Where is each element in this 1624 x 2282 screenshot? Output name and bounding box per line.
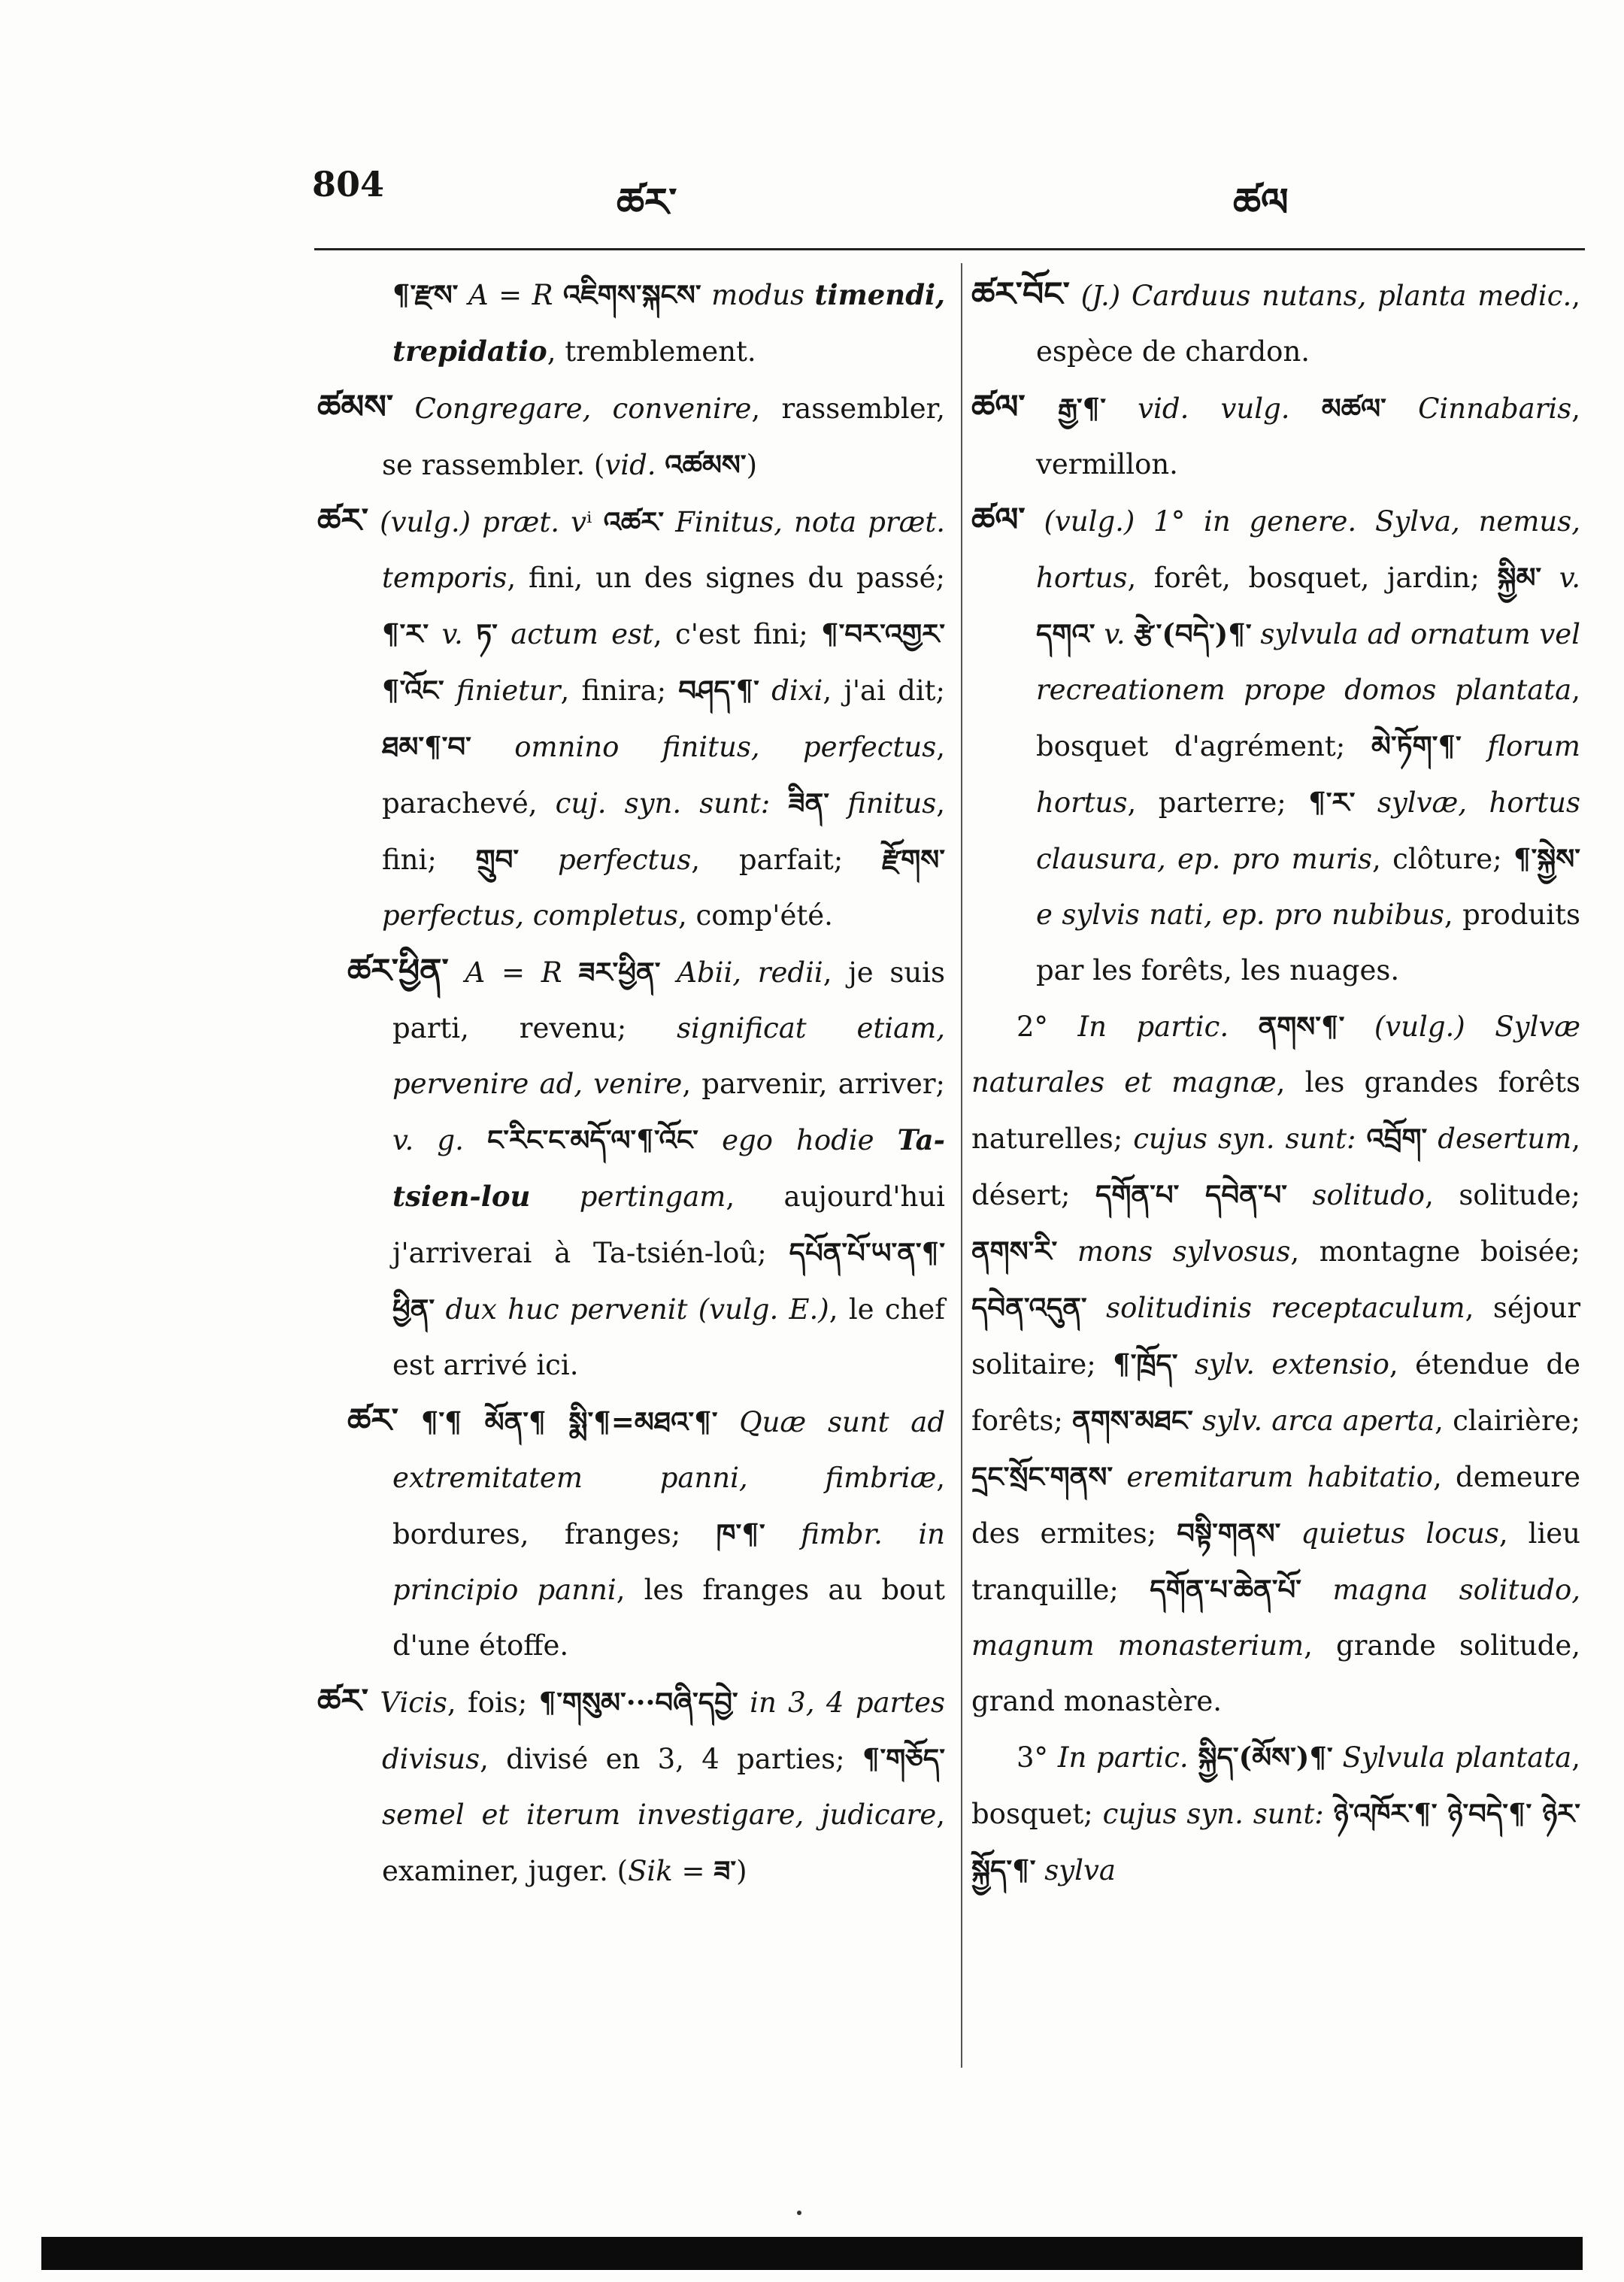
latin-text: (J.) Carduus nutans, planta medic. [1069,280,1572,312]
french-text: , aujourd'hui j'arriverai à Ta-tsién-loû; [392,1180,945,1269]
headword: ཚར་ [347,1402,398,1440]
latin-text: mons sylvosus [1057,1235,1291,1268]
latin-text: finietur [444,674,561,707]
latin-text: timendi, trepidatio [392,278,945,368]
right-entry [971,267,1580,380]
latin-text: Cinnabaris [1386,392,1572,425]
french-text: , bordures, franges; [392,1462,945,1550]
tibetan-text: ཟ་ [714,1854,737,1887]
latin-text: A = R [458,279,563,311]
entry-text [971,380,1580,492]
right-entry [971,492,1580,999]
tibetan-text: ནགས་མཐང་ [1072,1404,1193,1437]
french-text: ) [746,449,758,481]
latin-text: In partic. [1057,1741,1198,1774]
latin-text: (vulg.) 1° in genere. Sylva, nemus, hortus [1025,505,1580,594]
entry-text [317,944,945,1393]
french-text: ⁱ [586,506,604,538]
tibetan-text: ང་རིང་ང་མདོ་ལ་¶་འོང་ [486,1123,698,1156]
latin-text: quietus locus [1280,1517,1499,1550]
entry-text [317,493,945,944]
latin-text: ego hodie [698,1124,898,1156]
latin-text: perfectus [519,844,692,876]
entry-text [971,492,1580,999]
french-text: , demeure des ermites; [971,1461,1581,1550]
french-text: , parvenir, arriver; [682,1068,946,1100]
tibetan-text: ཟར་ཕྱིན་ [578,956,661,989]
tibetan-text: དགོན་པ་ དབེན་པ་ [1095,1178,1288,1211]
latin-text: in 3, 4 partes divisus [382,1686,945,1775]
french-text: , fini, un des signes du passé; [507,562,945,594]
header-rule [314,248,1585,250]
tibetan-text: ནགས་རི་ [971,1235,1058,1268]
latin-text: significat etiam, pervenire ad, venire [392,1012,945,1100]
column-divider [961,263,962,2068]
left-column [317,267,945,1899]
french-text: , clôture; [1372,843,1513,875]
french-text: , parfait; [691,844,882,876]
tibetan-text: དབེན་འདུན་ [971,1291,1087,1324]
latin-text: A = R [448,956,579,989]
tibetan-text: ¶་གཅོད་ [862,1742,945,1775]
french-text: 2° [1017,1011,1078,1043]
headword: ཚམས་ [317,388,394,426]
latin-text: semel et iterum investigare, judicare [382,1799,937,1831]
tibetan-text: འཚར་ [603,505,665,538]
french-text: , vermillon. [1036,392,1580,480]
latin-text: (vulg.) Sylvæ naturales et magnæ [971,1011,1580,1099]
entry-text [971,999,1580,1729]
french-text: , séjour solitaire; [971,1292,1581,1380]
latin-text: e sylvis nati, ep. pro nubibus [1036,899,1444,931]
tibetan-text: ཏ་ [476,617,498,650]
tibetan-text: ¶་¶ མོན་¶ སྨི་¶=མཐའ་¶་ [398,1405,718,1438]
entry-text [317,380,945,493]
entry-text [317,1393,945,1674]
left-entry [317,944,945,1393]
tibetan-text: དགོན་པ་ཆེན་པོ་ [1150,1573,1301,1606]
latin-text: magna solitudo, magnum monasterium [971,1574,1580,1662]
latin-text: (vulg.) præt. v [368,506,587,538]
french-text: , désert; [971,1123,1581,1211]
french-text: , produits par les forêts, les nuages. [1036,899,1580,986]
french-text: , bosquet; [971,1741,1580,1830]
tibetan-text: མཚལ་ [1321,392,1386,425]
latin-text: perfectus, completus [382,899,678,932]
french-text: , j'ai dit; [823,674,945,707]
entry-text [317,267,945,380]
french-text: , montagne boisée; [1290,1235,1580,1268]
latin-text: omnino finitus, perfectus [471,731,937,763]
latin-text: sylv. extensio [1177,1348,1389,1380]
tibetan-text: འཇིགས་སྐངས་ [562,278,701,311]
left-entry [317,493,945,944]
latin-text: In partic. [1077,1011,1259,1043]
french-text: , parachevé, [382,731,945,820]
tibetan-text: རྒྱ་¶་ [1025,392,1106,425]
french-text: , bosquet d'agrément; [1036,674,1580,762]
french-text: , finira; [560,674,679,707]
tibetan-text: དཔོན་པོ་ཡ་ན་¶་ཕྱིན་ [392,1236,945,1326]
french-text: , le chef est arrivé ici. [392,1293,946,1381]
right-entry [971,1729,1580,1899]
entry-text [971,267,1580,380]
latin-text: sylvæ, hortus clausura, ep. pro muris [1036,786,1581,875]
latin-text: dixi [759,674,823,707]
tibetan-text: སྐྱིམ་ [1497,561,1542,594]
tibetan-text: ¶་བར་འགྱར་ ¶་འོང་ [382,617,946,707]
tibetan-text: སྐྱིད་(མོས་)¶་ [1198,1741,1333,1774]
french-text: , examiner, juger. ( [382,1799,945,1887]
left-entry [317,1674,945,1899]
french-text: , solitude; [1425,1179,1580,1211]
right-column [971,267,1580,1899]
french-text: , je suis parti, revenu; [392,956,945,1044]
french-text: , clairière; [1435,1405,1580,1437]
entry-text [971,1729,1580,1899]
french-text: , les franges au bout d'une étoffe. [392,1574,945,1662]
french-text: , étendue de forêts; [971,1348,1580,1437]
latin-text: sylvula ad ornatum vel recreationem prope domos plantata [1036,618,1580,706]
french-text: 3° [1017,1741,1058,1774]
tibetan-text: ཉེ་འཁོར་¶་ ཉེ་བདེ་¶་ ཉེར་སྐྱོད་¶་ [971,1797,1580,1887]
right-entry [971,999,1580,1729]
tibetan-text: འཚམས་ [665,448,747,481]
tibetan-text: དྲང་སྲོང་གནས་ [971,1460,1113,1493]
french-text: , fini; [382,787,945,876]
french-text: , les grandes forêts naturelles; [971,1066,1580,1155]
latin-text: pertingam [530,1180,726,1213]
latin-text: Sylvula plantata [1332,1741,1572,1774]
latin-text: solitudinis receptaculum [1086,1292,1465,1324]
latin-text: desertum [1427,1123,1572,1155]
latin-text: dux huc pervenit (vulg. E.) [435,1293,829,1326]
french-text: , rassembler, se rassembler. ( [382,392,945,481]
latin-text: Finitus, nota præt. temporis [382,506,945,594]
headword: ཚལ་ [971,501,1026,539]
latin-text: cujus syn. sunt: [1133,1123,1367,1155]
tibetan-text: ¶་གསུམ་···བཞི་དབྱེ་ [538,1686,738,1719]
tibetan-text: ¶་ཁྲོད་ [1113,1347,1178,1380]
page-number: 804 [312,164,385,205]
tibetan-text: ¶་ར་ [1308,786,1356,819]
latin-text: modus [701,279,815,311]
tibetan-text: དགའ་ [1036,617,1095,650]
scan-border-bar [41,2237,1583,2270]
french-text: , comp'été. [677,899,833,932]
tibetan-text: ¶་ར་ [382,617,429,650]
latin-text: florum hortus [1036,730,1580,819]
headword: ཚལ་ [971,388,1026,426]
running-head-right: ཚལ [1233,180,1289,226]
tibetan-text: ཟིན་ [788,786,830,820]
tibetan-text: རྫོགས་ [881,843,946,876]
print-speck [797,2211,801,2215]
french-text: , c'est fini; [653,618,822,650]
latin-text: v. [1541,562,1580,594]
latin-text: fimbr. in principio panni [392,1518,945,1606]
french-text: ) [736,1855,747,1887]
tibetan-text: ¶་སྐྱེས་ [1513,842,1580,875]
headword: ཚར་བོང་ [971,275,1070,314]
latin-text: vid. vulg. [1105,392,1322,425]
tibetan-text: ཐམ་¶་བ་ [382,730,471,763]
french-text: , fois; [447,1686,539,1719]
french-text: , espèce de chardon. [1036,280,1580,368]
latin-text: v. [429,618,477,650]
latin-text: v. [1095,618,1135,650]
headword: ཚར་ [317,1682,368,1720]
latin-text: v. g. [392,1124,487,1156]
tibetan-text: རྩེ་(བདེ་)¶་ [1134,617,1252,650]
latin-text: Quæ sunt ad extremitatem panni, fimbriæ [392,1406,946,1494]
tibetan-text: འབྲོག་ [1366,1122,1428,1155]
french-text: , forêt, bosquet, jardin; [1127,562,1498,594]
french-text: , divisé en 3, 4 parties; [480,1743,862,1775]
tibetan-text: ཁ་¶་ [716,1517,765,1550]
latin-text: cuj. syn. sunt: [555,787,789,820]
latin-text: sylva [1035,1854,1116,1887]
tibetan-text: ¶་རྫས་ [392,278,459,311]
latin-text: actum est [497,618,653,650]
french-text: , grande solitude, grand monastère. [971,1629,1580,1717]
latin-text: finitus [829,787,937,820]
latin-text: solitudo [1287,1179,1426,1211]
tibetan-text: ནགས་¶་ [1258,1010,1345,1043]
latin-text: Abii, redii [660,956,823,989]
left-entry [317,267,945,380]
right-entry [971,380,1580,492]
latin-text: Sik = [628,1855,714,1887]
headword: ཚར་ཕྱིན་ [347,952,449,990]
headword: ཚར་ [317,502,368,540]
latin-text: Ta-tsien-lou [392,1123,945,1213]
latin-text: Vicis [368,1686,447,1719]
latin-text: sylv. arca aperta [1192,1405,1435,1437]
latin-text: vid. [604,449,665,481]
tibetan-text: མེ་ཏོག་¶་ [1371,729,1462,762]
left-entry [317,380,945,493]
latin-text: eremitarum habitatio [1113,1461,1433,1493]
french-text: , tremblement. [547,335,756,368]
tibetan-text: གྲུབ་ [475,843,520,876]
running-head-left: ཚར་ [617,180,677,226]
french-text: , lieu tranquille; [971,1517,1581,1606]
tibetan-text: བཤད་¶་ [678,674,759,707]
latin-text: cujus syn. sunt: [1102,1798,1334,1830]
latin-text: Congregare, convenire [393,392,752,425]
entry-text [317,1674,945,1899]
french-text: , parterre; [1127,786,1309,819]
left-entry [317,1393,945,1674]
tibetan-text: བསྟི་གནས་ [1177,1517,1281,1550]
